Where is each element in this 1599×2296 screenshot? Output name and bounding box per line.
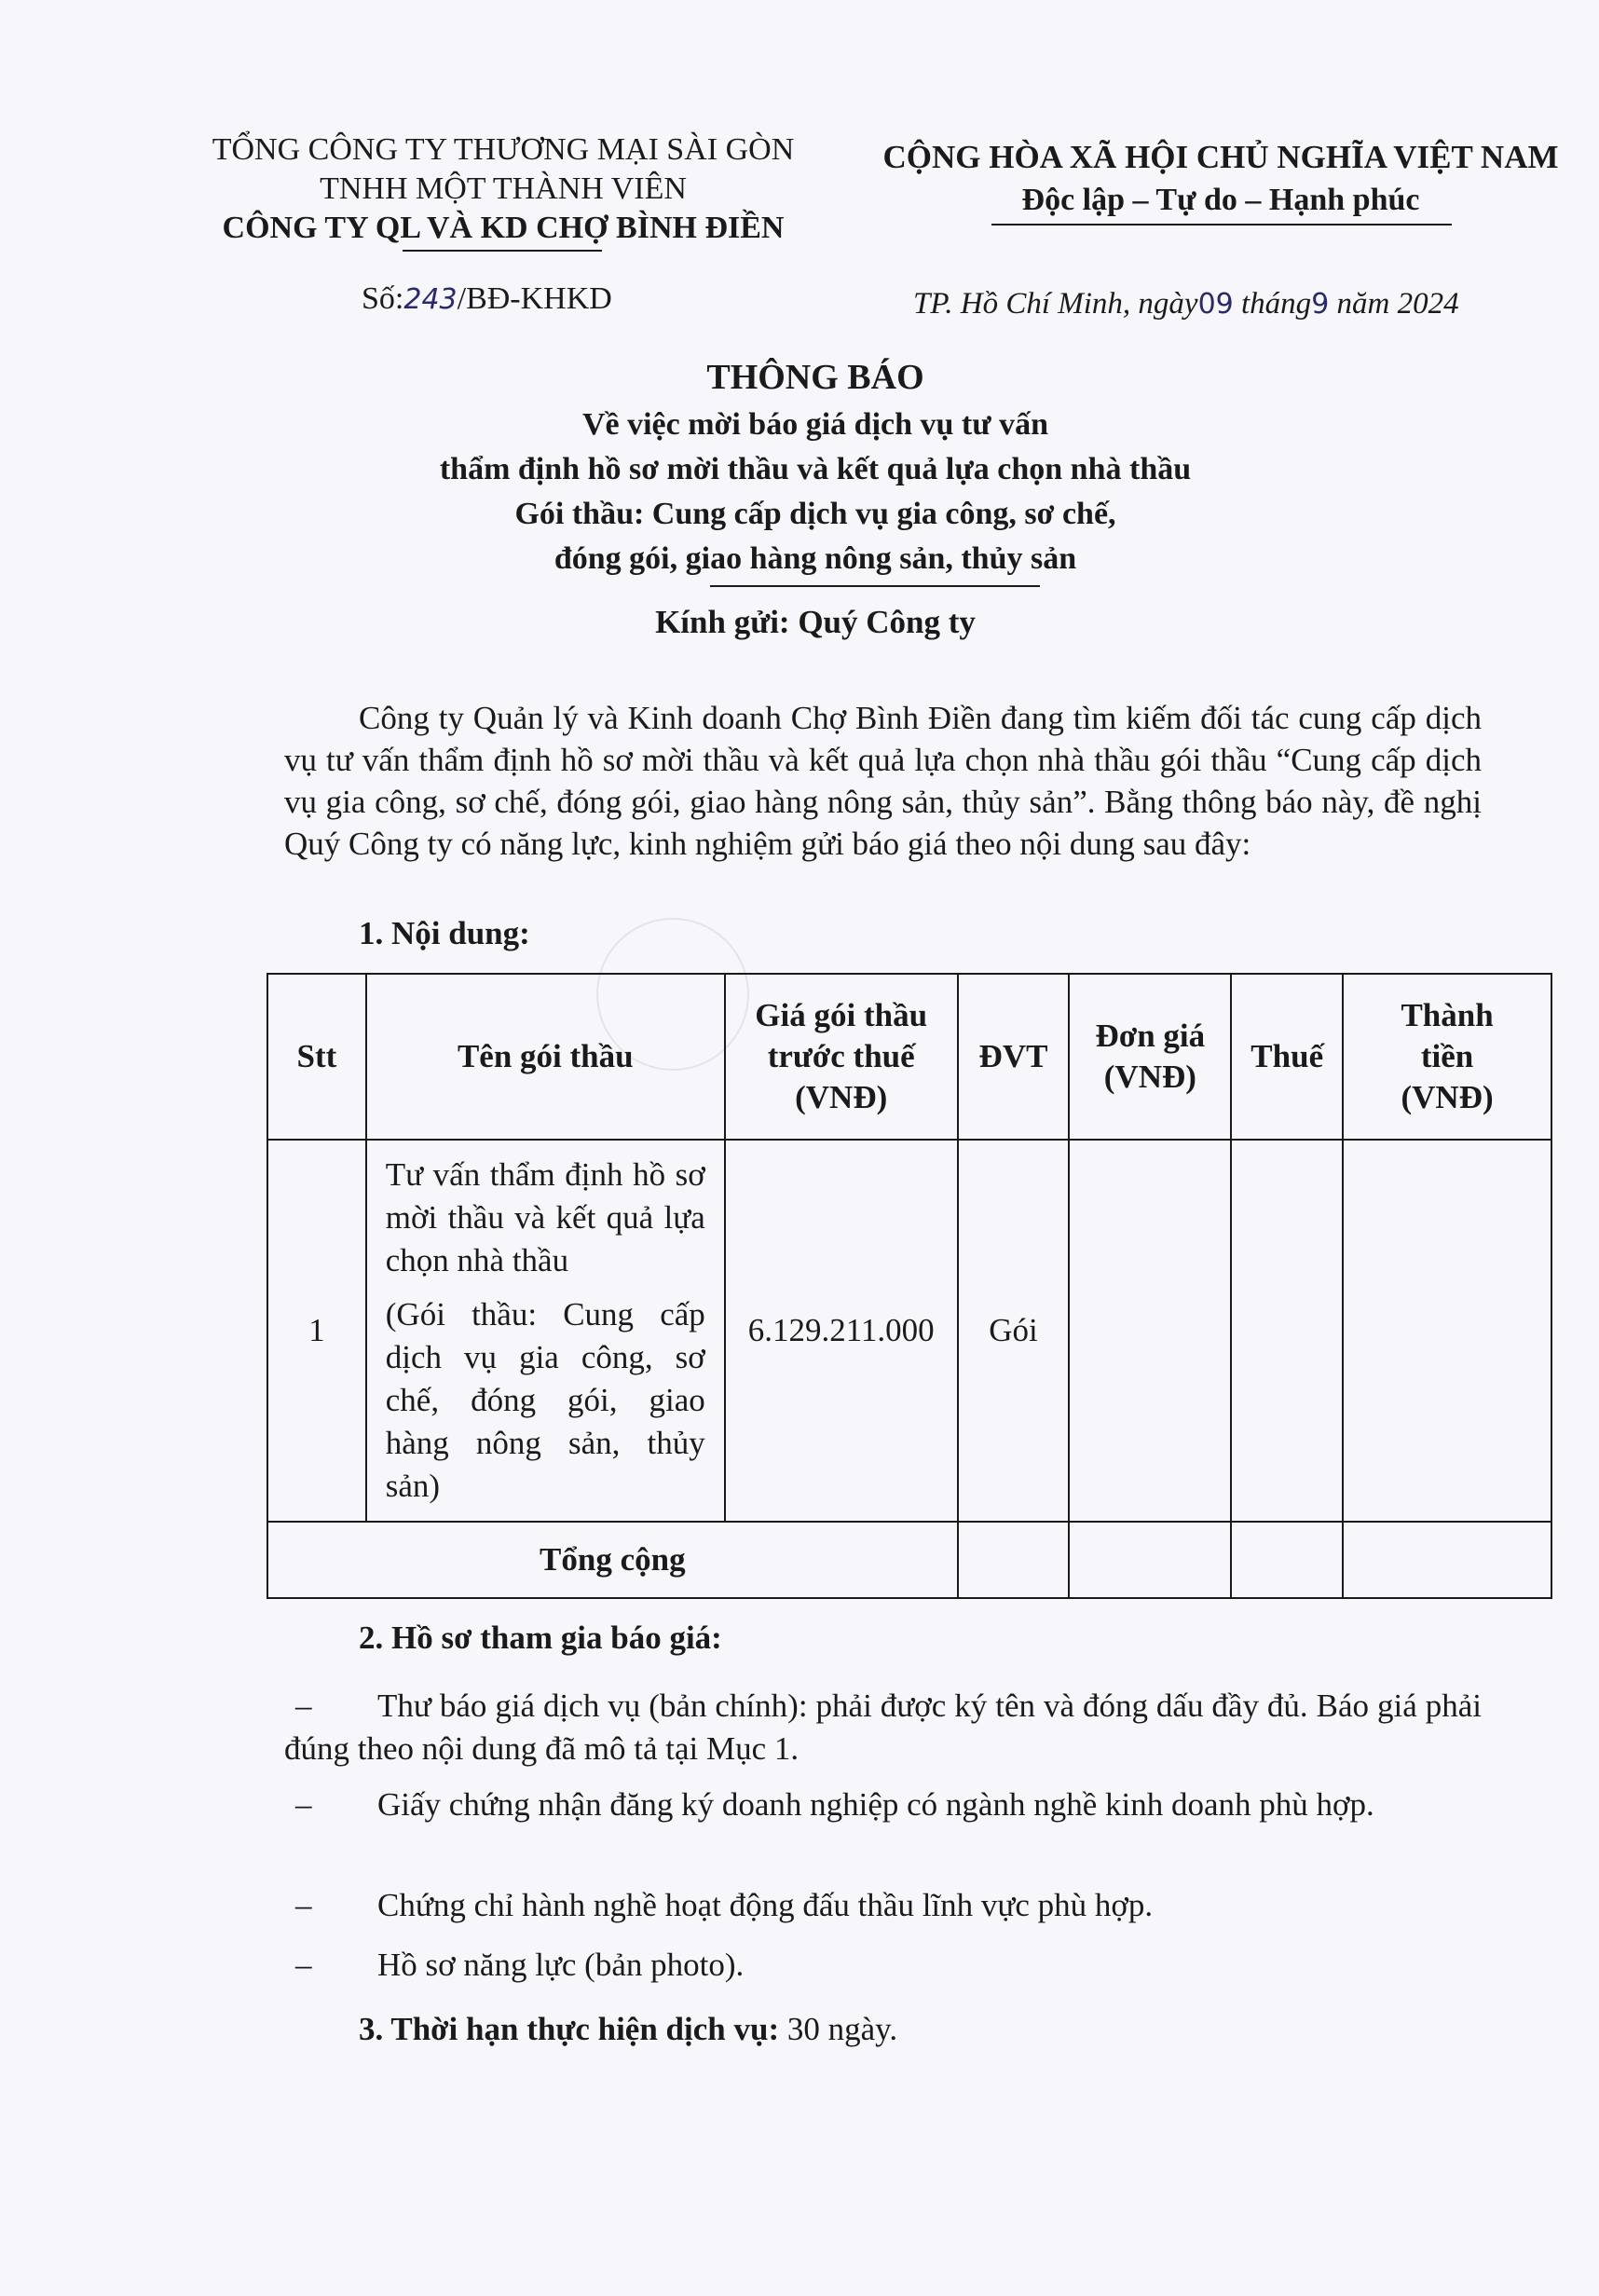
intro-paragraph: Công ty Quản lý và Kinh doanh Chợ Bình Điền đang tìm kiếm đối tác cung cấp dịch vụ tư vấn thẩm định hồ sơ mời thầu và kết quả lựa chọn nhà thầu gói thầu “Cung cấp dịch vụ gia công, sơ chế, đóng gói, giao hàng nông sản, thủy sản”. Bằng thông báo này, đề nghị Quý Công ty có năng lực, kinh nghiệm gửi báo giá theo nội dung sau đây: <box>284 700 1482 862</box>
document-date: TP. Hồ Chí Minh, ngày09 tháng9 năm 2024 <box>913 287 1459 321</box>
section-3-heading <box>359 2011 897 2048</box>
bullet-dash: – <box>295 1688 312 1724</box>
title-line-2: thẩm định hồ sơ mời thầu và kết quả lựa chọn nhà thầu <box>439 452 1192 486</box>
title-line-1: Về việc mời báo giá dịch vụ tư vấn <box>581 407 1049 442</box>
requirement-text: Chứng chỉ hành nghề hoạt động đấu thầu lĩnh vực phù hợp. <box>377 1887 1154 1923</box>
handwritten-day: 09 <box>1197 288 1234 321</box>
header-package-price: Giá gói thầu trước thuế (VNĐ) <box>725 974 958 1140</box>
requirement-text: Giấy chứng nhận đăng ký doanh nghiệp có ngành nghề kinh doanh phù hợp. <box>377 1786 1374 1823</box>
requirement-item <box>284 1944 1482 1987</box>
table-row <box>267 1140 1551 1522</box>
section-3-value: 30 ngày. <box>779 2011 898 2047</box>
row-unit-price <box>1069 1140 1231 1522</box>
row-package-name <box>366 1140 725 1522</box>
document-title: THÔNG BÁO <box>706 358 924 397</box>
requirement-item <box>284 1685 1482 1770</box>
handwritten-month: 9 <box>1311 288 1330 321</box>
bullet-dash: – <box>295 1947 312 1983</box>
table-header-row <box>267 974 1551 1140</box>
package-name-note: (Gói thầu: Cung cấp dịch vụ gia công, sơ chế, đóng gói, giao hàng nông sản, thủy sản) <box>385 1296 705 1504</box>
national-header <box>876 136 1565 222</box>
section-2-heading: 2. Hồ sơ tham gia báo giá: <box>359 1620 722 1656</box>
total-unit <box>958 1522 1070 1598</box>
document-title-block <box>280 352 1351 581</box>
section-3-label: 3. Thời hạn thực hiện dịch vụ: <box>359 2011 780 2047</box>
company-type: TNHH MỘT THÀNH VIÊN <box>320 171 687 206</box>
title-underline <box>710 585 1040 587</box>
national-title: CỘNG HÒA XÃ HỘI CHỦ NGHĨA VIỆT NAM <box>882 139 1559 175</box>
row-package-price: 6.129.211.000 <box>725 1140 958 1522</box>
title-line-4: đóng gói, giao hàng nông sản, thủy sản <box>554 541 1077 576</box>
row-stt: 1 <box>267 1140 366 1522</box>
package-name-main: Tư vấn thẩm định hồ sơ mời thầu và kết quả lựa chọn nhà thầu <box>385 1156 705 1278</box>
header-package-name: Tên gói thầu <box>366 974 725 1140</box>
header-unit: ĐVT <box>958 974 1070 1140</box>
header-unit-price: Đơn giá (VNĐ) <box>1069 974 1231 1140</box>
requirement-text: Thư báo giá dịch vụ (bản chính): phải được ký tên và đóng dấu đầy đủ. Báo giá phải đúng theo nội dung đã mô tả tại Mục 1. <box>284 1688 1482 1767</box>
parent-company-name: TỔNG CÔNG TY THƯƠNG MẠI SÀI GÒN <box>212 132 795 167</box>
total-tax <box>1231 1522 1343 1598</box>
organization-header <box>186 130 820 248</box>
table-total-row <box>267 1522 1551 1598</box>
bullet-dash: – <box>295 1786 312 1823</box>
section-1-heading: 1. Nội dung: <box>359 915 530 951</box>
header-stt: Stt <box>267 974 366 1140</box>
row-unit: Gói <box>958 1140 1070 1522</box>
requirement-item <box>284 1784 1482 1826</box>
document-number: Số:243/BĐ-KHKD <box>362 281 612 316</box>
quotation-table <box>266 973 1552 1599</box>
national-motto: Độc lập – Tự do – Hạnh phúc <box>1021 183 1420 217</box>
title-line-3: Gói thầu: Cung cấp dịch vụ gia công, sơ chế, <box>514 497 1116 531</box>
row-amount <box>1343 1140 1551 1522</box>
header-tax: Thuế <box>1231 974 1343 1140</box>
header-right-underline <box>991 224 1452 226</box>
requirement-item <box>284 1884 1482 1927</box>
row-tax <box>1231 1140 1343 1522</box>
greeting: Kính gửi: Quý Công ty <box>655 604 976 640</box>
header-amount: Thành tiền (VNĐ) <box>1343 974 1551 1140</box>
company-name: CÔNG TY QL VÀ KD CHỢ BÌNH ĐIỀN <box>222 211 785 245</box>
header-left-underline <box>403 250 602 252</box>
total-amount <box>1343 1522 1551 1598</box>
handwritten-number: 243 <box>403 283 458 316</box>
requirement-text: Hồ sơ năng lực (bản photo). <box>377 1947 745 1983</box>
total-label: Tổng cộng <box>267 1522 958 1598</box>
total-unit-price <box>1069 1522 1231 1598</box>
bullet-dash: – <box>295 1887 312 1923</box>
